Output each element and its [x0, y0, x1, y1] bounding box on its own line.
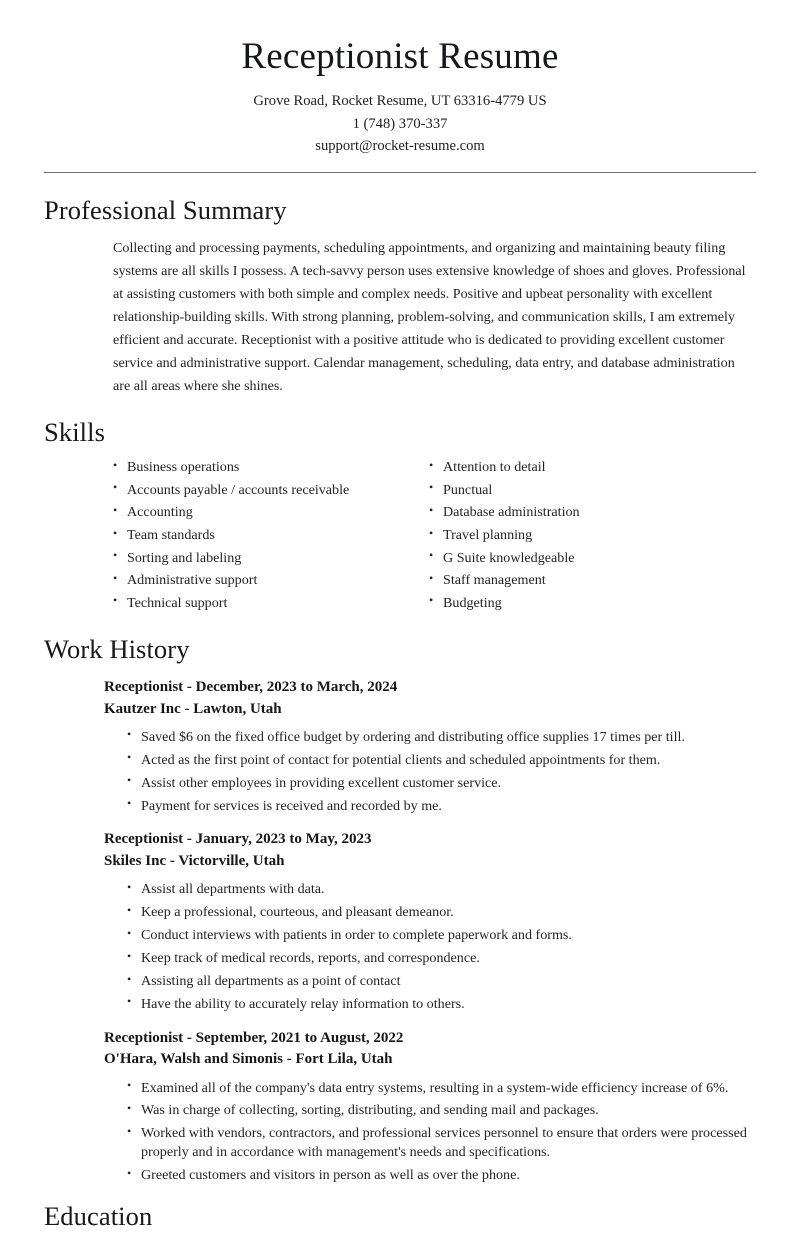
section-heading-work-history: Work History [44, 634, 190, 665]
list-item: • Conduct interviews with patients in order to complete paperwork and forms. [127, 926, 755, 945]
list-item: • Administrative support [113, 571, 420, 589]
job-company-line: Skiles Inc - Victorville, Utah [104, 852, 285, 869]
list-item: • Assist other employees in providing excellent customer service. [127, 774, 755, 793]
work-history-entry [0, 829, 800, 1013]
contact-block [0, 90, 800, 157]
work-history-list [0, 677, 800, 1185]
job-title-line: Receptionist - January, 2023 to May, 2023 [104, 831, 372, 848]
list-item: • Database administration [429, 503, 800, 521]
skills-list-left [113, 458, 420, 612]
job-duties-list [127, 1079, 755, 1185]
list-item: • Keep track of medical records, reports, and correspondence. [127, 949, 755, 968]
list-item: • Team standards [113, 526, 420, 544]
list-item: • Accounting [113, 503, 420, 521]
section-heading-professional-summary: Professional Summary [44, 194, 287, 225]
skills-columns [0, 458, 800, 616]
list-item: • Punctual [429, 481, 800, 499]
section-heading-skills: Skills [44, 416, 105, 447]
list-item: • Accounts payable / accounts receivable [113, 481, 420, 499]
list-item: • Sorting and labeling [113, 549, 420, 567]
header-divider [44, 172, 756, 173]
contact-email: support@rocket-resume.com [315, 137, 485, 154]
list-item: • Assist all departments with data. [127, 880, 755, 899]
list-item: • Payment for services is received and recorded by me. [127, 797, 755, 816]
list-item: • Keep a professional, courteous, and pleasant demeanor. [127, 903, 755, 922]
list-item: • Greeted customers and visitors in person as well as over the phone. [127, 1166, 755, 1185]
list-item: • Examined all of the company's data entry systems, resulting in a system-wide efficiency increase of 6%. [127, 1079, 755, 1098]
list-item: • Saved $6 on the fixed office budget by ordering and distributing office supplies 17 times per till. [127, 728, 755, 747]
list-item: • Was in charge of collecting, sorting, distributing, and sending mail and packages. [127, 1101, 755, 1120]
work-history-entry [0, 1028, 800, 1185]
list-item: • Budgeting [429, 594, 800, 612]
skills-column-left [0, 458, 420, 616]
job-company-line: Kautzer Inc - Lawton, Utah [104, 700, 282, 717]
list-item: • Acted as the first point of contact for potential clients and scheduled appointments for them. [127, 751, 755, 770]
job-title-line: Receptionist - September, 2021 to August, 2022 [104, 1029, 404, 1046]
contact-address: Grove Road, Rocket Resume, UT 63316-4779 US [253, 93, 547, 110]
job-duties-list [127, 728, 755, 816]
list-item: • Worked with vendors, contractors, and professional services personnel to ensure that orders were processed properly and in accordance with management's needs and specifications. [127, 1124, 755, 1161]
work-history-entry [0, 677, 800, 815]
skills-list-right [429, 458, 800, 612]
list-item: • Have the ability to accurately relay information to others. [127, 995, 755, 1014]
section-heading-education: Education [44, 1200, 153, 1231]
skills-column-right [420, 458, 800, 616]
list-item: • Business operations [113, 458, 420, 476]
list-item: • Staff management [429, 571, 800, 589]
list-item: • Attention to detail [429, 458, 800, 476]
professional-summary-text: Collecting and processing payments, scheduling appointments, and organizing and maintaining beauty filing systems are all skills I possess. A tech-savvy person uses extensive knowledge of shoes and gloves. Professional at assisting customers with both simple and complex needs. Positive and upbeat personality with excellent relationship-building skills. With strong planning, problem-solving, and communication skills, I am extremely efficient and accurate. Receptionist with a positive attitude who is dedicated to providing excellent customer service and administrative support. Calendar management, scheduling, data entry, and database administration are all areas where she shines. [113, 239, 746, 394]
list-item: • Travel planning [429, 526, 800, 544]
page-title: Receptionist Resume [241, 36, 559, 77]
list-item: • Assisting all departments as a point of contact [127, 972, 755, 991]
job-duties-list [127, 880, 755, 1013]
contact-phone: 1 (748) 370-337 [352, 115, 448, 132]
job-company-line: O'Hara, Walsh and Simonis - Fort Lila, Utah [104, 1051, 393, 1068]
list-item: • G Suite knowledgeable [429, 549, 800, 567]
job-title-line: Receptionist - December, 2023 to March, 2024 [104, 679, 398, 696]
list-item: • Technical support [113, 594, 420, 612]
